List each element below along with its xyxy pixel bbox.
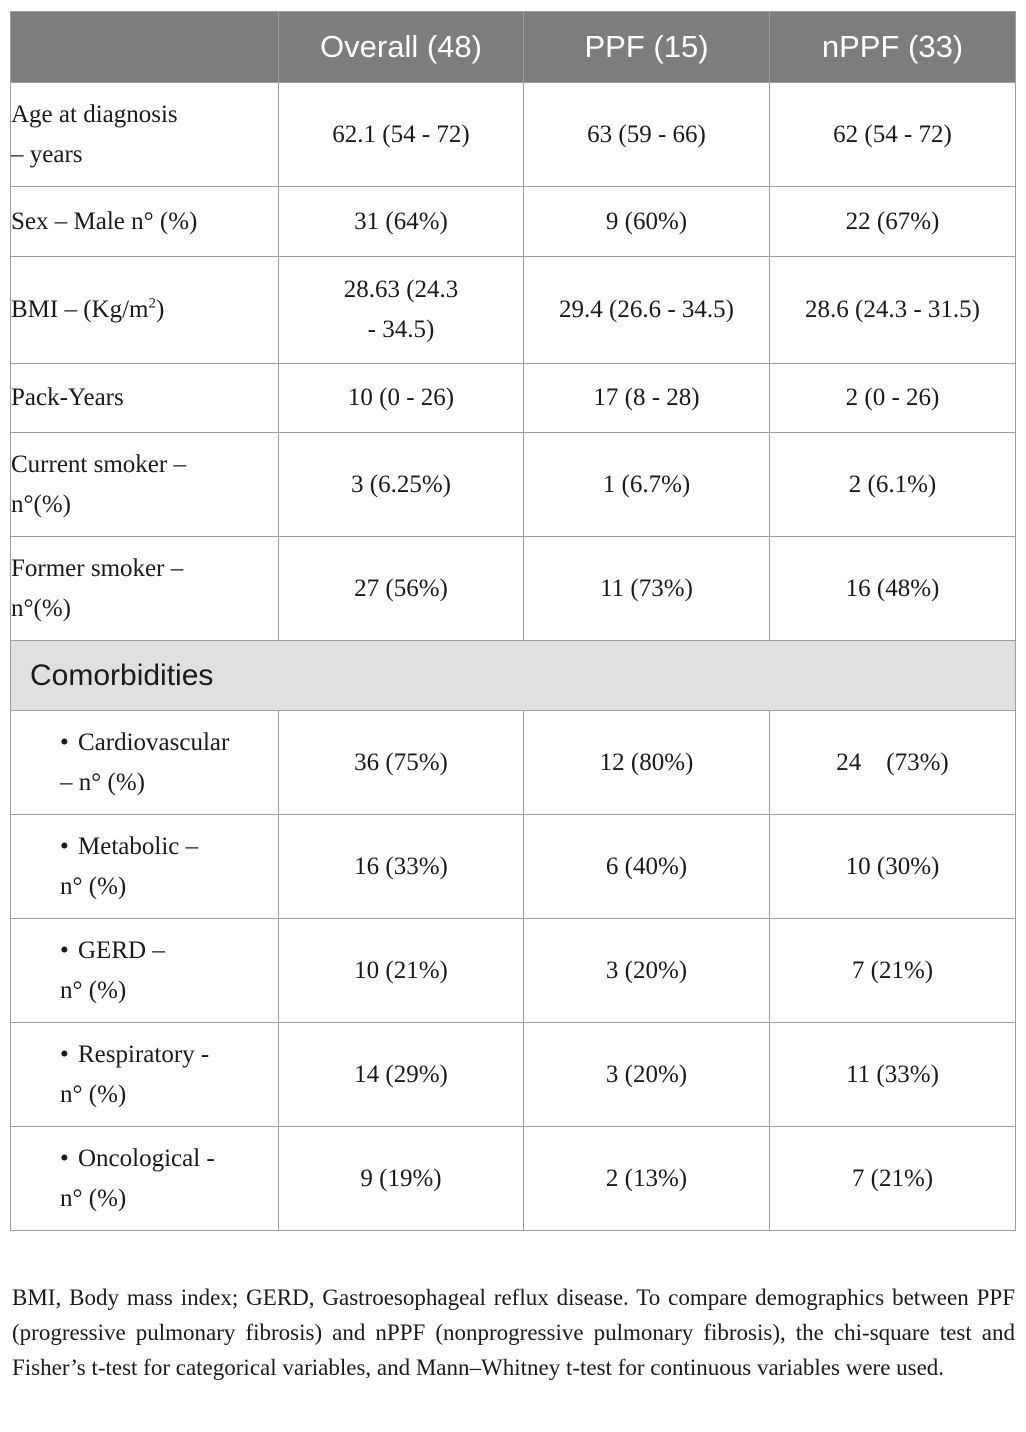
bullet-icon: • (60, 1144, 69, 1172)
cell-ppf: 1 (6.7%) (524, 433, 770, 537)
cell-overall: 36 (75%) (279, 711, 524, 815)
cell-ppf: 9 (60%) (524, 187, 770, 257)
row-label: Former smoker – n°(%) (11, 537, 279, 641)
row-label: • Oncological - n° (%) (11, 1127, 279, 1231)
cell-overall: 62.1 (54 - 72) (279, 83, 524, 187)
table-header-row (11, 12, 1016, 83)
cell-overall: 27 (56%) (279, 537, 524, 641)
cell-nppf: 10 (30%) (770, 815, 1016, 919)
header-nppf: nPPF (33) (770, 12, 1016, 83)
row-label: • GERD – n° (%) (11, 919, 279, 1023)
bullet-icon: • (60, 936, 69, 964)
cell-ppf: 17 (8 - 28) (524, 364, 770, 433)
bullet-icon: • (60, 832, 69, 860)
table-row-respiratory (11, 1023, 1016, 1127)
row-label: BMI – $(Kg/m^2)$ (11, 257, 279, 364)
table-row-current-smoker (11, 433, 1016, 537)
table-row-former-smoker (11, 537, 1016, 641)
row-label: Current smoker – n°(%) (11, 433, 279, 537)
cell-overall: 3 (6.25%) (279, 433, 524, 537)
cell-overall: 10 (21%) (279, 919, 524, 1023)
cell-nppf: 2 (6.1%) (770, 433, 1016, 537)
cell-ppf: 3 (20%) (524, 919, 770, 1023)
cell-nppf: 28.6 (24.3 - 31.5) (770, 257, 1016, 364)
cell-ppf: 29.4 (26.6 - 34.5) (524, 257, 770, 364)
cell-overall: 31 (64%) (279, 187, 524, 257)
demographics-table (10, 11, 1016, 1231)
cell-ppf: 63 (59 - 66) (524, 83, 770, 187)
cell-nppf: 22 (67%) (770, 187, 1016, 257)
row-label: Sex – Male n° (%) (11, 187, 279, 257)
table-row-gerd (11, 919, 1016, 1023)
table-row-pack-years (11, 364, 1016, 433)
cell-nppf: 24 (73%) (770, 711, 1016, 815)
cell-ppf: 3 (20%) (524, 1023, 770, 1127)
cell-ppf: 12 (80%) (524, 711, 770, 815)
row-label: • Metabolic – n° (%) (11, 815, 279, 919)
row-label: Age at diagnosis – years (11, 83, 279, 187)
cell-ppf: 11 (73%) (524, 537, 770, 641)
cell-nppf: 11 (33%) (770, 1023, 1016, 1127)
header-blank-cell (11, 12, 279, 83)
table-row-cardiovascular (11, 711, 1016, 815)
cell-nppf: 7 (21%) (770, 1127, 1016, 1231)
header-ppf: PPF (15) (524, 12, 770, 83)
cell-nppf: 16 (48%) (770, 537, 1016, 641)
cell-overall: 28.63 (24.3 - 34.5) (279, 257, 524, 364)
section-row-comorbidities (11, 641, 1016, 711)
cell-overall: 10 (0 - 26) (279, 364, 524, 433)
bullet-icon: • (60, 1040, 69, 1068)
cell-nppf: 7 (21%) (770, 919, 1016, 1023)
row-label: • Cardiovascular – n° (%) (11, 711, 279, 815)
section-title: Comorbidities (11, 641, 1016, 711)
table-row-bmi (11, 257, 1016, 364)
row-label: • Respiratory - n° (%) (11, 1023, 279, 1127)
table-row-sex (11, 187, 1016, 257)
table-footnote: BMI, Body mass index; GERD, Gastroesophageal reflux disease. To compare demographics between PPF (progressive pulmonary fibrosis) and nPPF (nonprogressive pulmonary fibrosis), the chi-square test and Fisher’s t-test for categorical variables, and Mann–Whitney t-test for continuous variables were used. (12, 1285, 1015, 1380)
cell-ppf: 6 (40%) (524, 815, 770, 919)
cell-overall: 9 (19%) (279, 1127, 524, 1231)
table-row-metabolic (11, 815, 1016, 919)
cell-overall: 14 (29%) (279, 1023, 524, 1127)
cell-nppf: 62 (54 - 72) (770, 83, 1016, 187)
table-row-oncological (11, 1127, 1016, 1231)
cell-nppf: 2 (0 - 26) (770, 364, 1016, 433)
demographics-table-container (10, 11, 1015, 1231)
header-overall: Overall (48) (279, 12, 524, 83)
table-row-age (11, 83, 1016, 187)
row-label: Pack-Years (11, 364, 279, 433)
cell-overall: 16 (33%) (279, 815, 524, 919)
bullet-icon: • (60, 728, 69, 756)
cell-ppf: 2 (13%) (524, 1127, 770, 1231)
